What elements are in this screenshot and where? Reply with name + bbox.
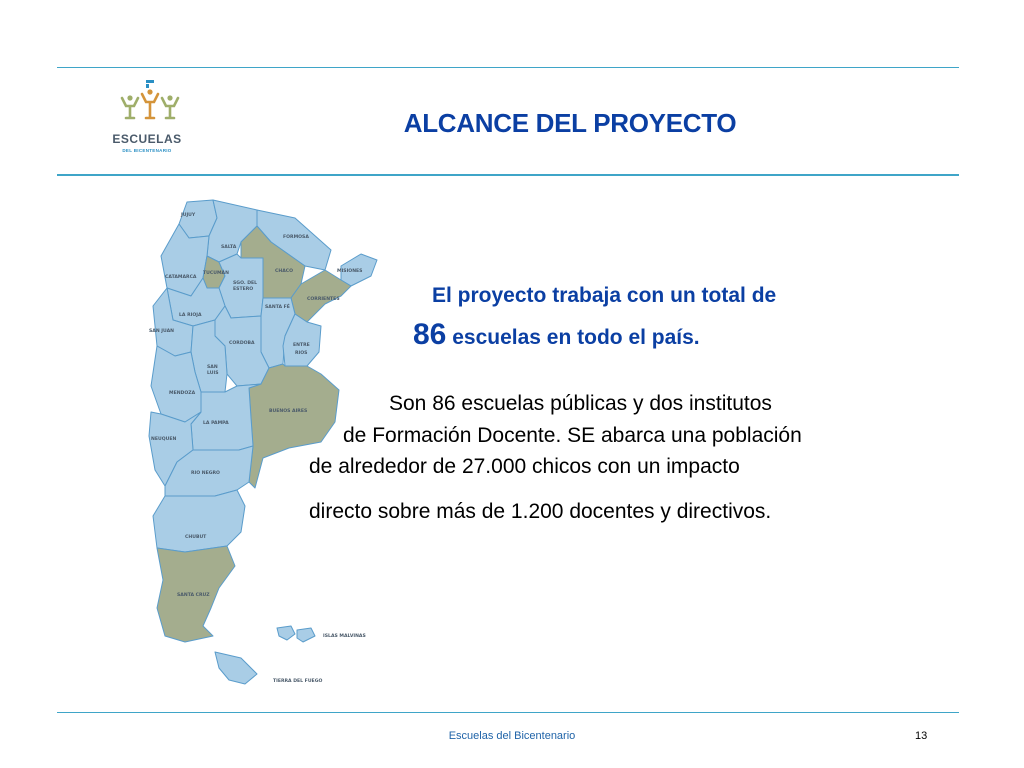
highlight-line-2	[413, 318, 700, 352]
body-line-3: de alrededor de 27.000 chicos con un impacto	[309, 455, 740, 478]
label-jujuy: JUJUY	[181, 213, 196, 218]
label-santafe: SANTA FÉ	[265, 305, 290, 310]
body-line-4: directo sobre más de 1.200 docentes y directivos.	[309, 500, 772, 523]
footer-text: Escuelas del Bicentenario	[448, 730, 576, 742]
highlight-number: 86	[413, 318, 447, 351]
escuelas-logo	[112, 76, 192, 160]
islands-malvinas-east	[297, 628, 315, 642]
footer-rule	[57, 712, 959, 713]
label-formosa: FORMOSA	[283, 235, 309, 240]
logo-subtitle: DEL BICENTENARIO	[122, 148, 172, 153]
label-corrientes: CORRIENTES	[307, 297, 340, 302]
label-entrerios-1: ENTRE	[293, 343, 310, 348]
label-entrerios-2: RIOS	[295, 351, 308, 356]
body-line-2: de Formación Docente. SE abarca una población	[343, 424, 802, 447]
page-number: 13	[915, 730, 928, 742]
label-malvinas: ISLAS MALVINAS	[323, 634, 366, 639]
label-stgo-1: SGO. DEL	[233, 281, 258, 286]
islands-malvinas	[277, 626, 295, 640]
label-stgo-2: ESTERO	[233, 287, 254, 292]
header-rule	[57, 174, 959, 176]
label-rionegro: RIO NEGRO	[191, 471, 220, 476]
logo-title: ESCUELAS	[112, 132, 182, 146]
label-cordoba: CORDOBA	[229, 341, 255, 346]
label-buenosaires: BUENOS AIRES	[269, 409, 308, 414]
label-neuquen: NEUQUEN	[151, 437, 177, 442]
label-tierradelfuego: TIERRA DEL FUEGO	[273, 679, 323, 684]
highlight-line-1: El proyecto trabaja con un total de	[432, 284, 777, 307]
province-chubut	[153, 490, 245, 552]
label-catamarca: CATAMARCA	[165, 275, 197, 280]
slide-title: ALCANCE DEL PROYECTO	[403, 108, 737, 138]
label-chubut: CHUBUT	[185, 535, 207, 540]
province-tierradelfuego	[215, 652, 257, 684]
label-salta: SALTA	[221, 245, 237, 250]
body-line-1: Son 86 escuelas públicas y dos institutos	[389, 392, 772, 415]
label-misiones: MISIONES	[337, 269, 363, 274]
label-chaco: CHACO	[275, 269, 294, 274]
label-sanluis-1: SAN	[207, 365, 218, 370]
label-santacruz: SANTA CRUZ	[177, 593, 210, 598]
top-rule	[57, 67, 959, 68]
label-lapampa: LA PAMPA	[203, 421, 229, 426]
label-larioja: LA RIOJA	[179, 313, 202, 318]
label-mendoza: MENDOZA	[169, 391, 196, 396]
label-sanjuan: SAN JUAN	[149, 329, 175, 334]
highlight-line-2-text: escuelas en todo el país.	[452, 326, 700, 349]
label-sanluis-2: LUIS	[207, 371, 219, 376]
label-tucuman: TUCUMÁN	[203, 271, 229, 276]
